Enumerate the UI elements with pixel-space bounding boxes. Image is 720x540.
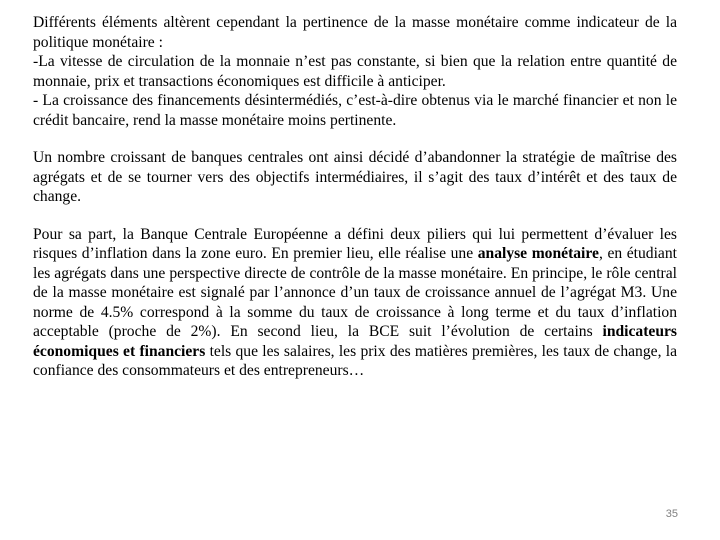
page-number: 35: [665, 508, 678, 520]
ecb-bold-monetary-analysis: analyse monétaire: [477, 245, 599, 262]
slide-body: [33, 13, 677, 381]
intro-line: Différents éléments altèrent cependant la pertinence de la masse monétaire comme indicateur de la politique monétaire :: [33, 14, 677, 51]
ecb-text-part3: tels que les salaires, les prix des matières premières, les taux de change, la confiance des consommateurs et des entrepreneurs…: [33, 342, 677, 379]
paragraph-ecb: [33, 225, 677, 381]
ecb-text-part1: Pour sa part, la Banque Centrale Européenne a défini deux piliers qui lui permettent d’évaluer les risques d’inflation dans la zone euro. En premier lieu, elle réalise une: [33, 225, 677, 262]
point-velocity: -La vitesse de circulation de la monnaie n’est pas constante, si bien que la relation entre quantité de monnaie, prix et transactions économiques est difficile à anticiper.: [33, 53, 677, 90]
paragraph-central-banks: Un nombre croissant de banques centrales ont ainsi décidé d’abandonner la stratégie de maîtrise des agrégats et de se tourner vers des objectifs intermédiaires, il s’agit des taux d’intérêt et des taux de change.: [33, 149, 677, 205]
point-disintermediation: - La croissance des financements désintermédiés, c’est-à-dire obtenus via le marché financier et non le crédit bancaire, rend la masse monétaire moins pertinente.: [33, 92, 677, 129]
ecb-bold-indicators: indicateurs économiques et financiers: [33, 323, 677, 360]
ecb-text-part2: , en étudiant les agrégats dans une perspective directe de contrôle de la masse monétaire. En principe, le rôle central de la masse monétaire est signalé par l’annonce d’un taux de croissance annuel de l’agrégat M3. Une norme de 4.5% correspond à la somme du taux de croissance à long terme et du taux d’inflation acceptable (proche de 2%). En second lieu, la BCE suit l’évolution de certains: [33, 245, 677, 340]
